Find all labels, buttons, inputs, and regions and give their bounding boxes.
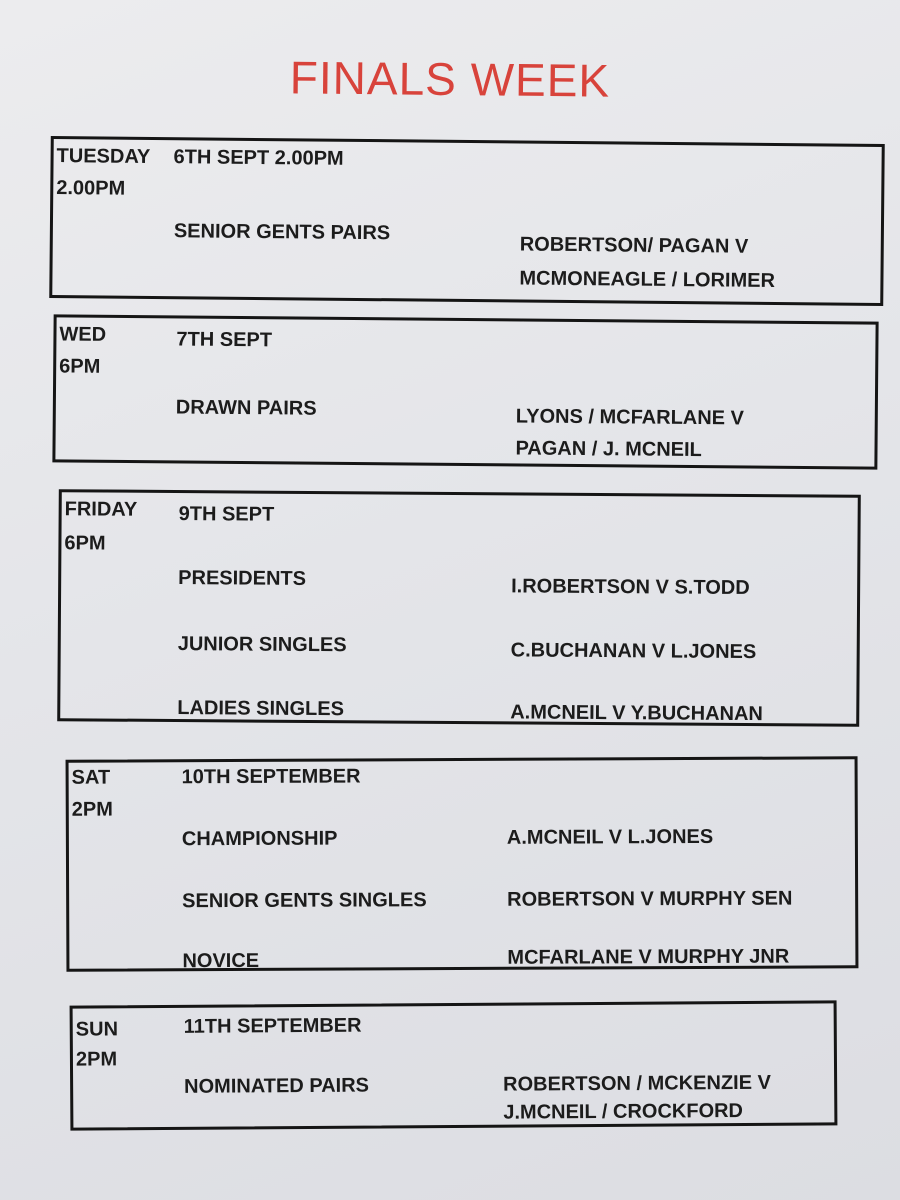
match-line-2: J.MCNEIL / CROCKFORD xyxy=(503,1099,744,1124)
event-match: I.ROBERTSON V S.TODD xyxy=(511,575,750,600)
day-block-friday xyxy=(57,489,861,727)
day-block-tuesday xyxy=(49,136,885,306)
match-line-2: MCMONEAGLE / LORIMER xyxy=(519,267,776,292)
event-name: DRAWN PAIRS xyxy=(175,396,317,420)
day-date: 6TH SEPT 2.00PM xyxy=(173,146,344,170)
day-name: TUESDAY xyxy=(56,145,151,168)
day-time: 2PM xyxy=(75,1048,118,1071)
day-block-sun xyxy=(70,1000,838,1130)
match-line-1: ROBERTSON/ PAGAN V xyxy=(519,233,749,258)
day-time: 6PM xyxy=(59,355,101,378)
match-line-1: ROBERTSON / MCKENZIE V xyxy=(503,1071,772,1096)
event-name: LADIES SINGLES xyxy=(177,697,345,721)
event-name: SENIOR GENTS SINGLES xyxy=(182,889,427,913)
event-match: C.BUCHANAN V L.JONES xyxy=(510,639,757,664)
day-time: 2PM xyxy=(71,798,113,821)
event-match: A.MCNEIL V L.JONES xyxy=(506,825,714,849)
day-block-sat xyxy=(66,756,859,971)
event-name: NOVICE xyxy=(182,949,260,973)
day-block-wed xyxy=(52,314,878,469)
day-time: 6PM xyxy=(64,532,106,555)
day-date: 9TH SEPT xyxy=(178,503,275,526)
event-name: NOMINATED PAIRS xyxy=(184,1074,370,1098)
day-name: FRIDAY xyxy=(64,498,138,521)
event-name: PRESIDENTS xyxy=(178,567,307,590)
day-name: SAT xyxy=(71,766,111,789)
day-name: WED xyxy=(59,323,107,346)
event-match: A.MCNEIL V Y.BUCHANAN xyxy=(510,701,763,726)
day-time: 2.00PM xyxy=(56,177,126,200)
day-name: SUN xyxy=(75,1018,119,1041)
event-name: CHAMPIONSHIP xyxy=(181,827,338,851)
day-date: 7TH SEPT xyxy=(176,328,273,352)
day-date: 10TH SEPTEMBER xyxy=(181,765,361,789)
match-line-2: PAGAN / J. MCNEIL xyxy=(515,437,702,462)
event-match: MCFARLANE V MURPHY JNR xyxy=(507,945,790,969)
event-match: ROBERTSON V MURPHY SEN xyxy=(507,887,793,911)
event-name: SENIOR GENTS PAIRS xyxy=(173,220,391,245)
day-date: 11TH SEPTEMBER xyxy=(183,1014,362,1038)
page-title: FINALS WEEK xyxy=(289,51,611,107)
match-line-1: LYONS / MCFARLANE V xyxy=(515,405,745,430)
event-name: JUNIOR SINGLES xyxy=(177,633,347,657)
